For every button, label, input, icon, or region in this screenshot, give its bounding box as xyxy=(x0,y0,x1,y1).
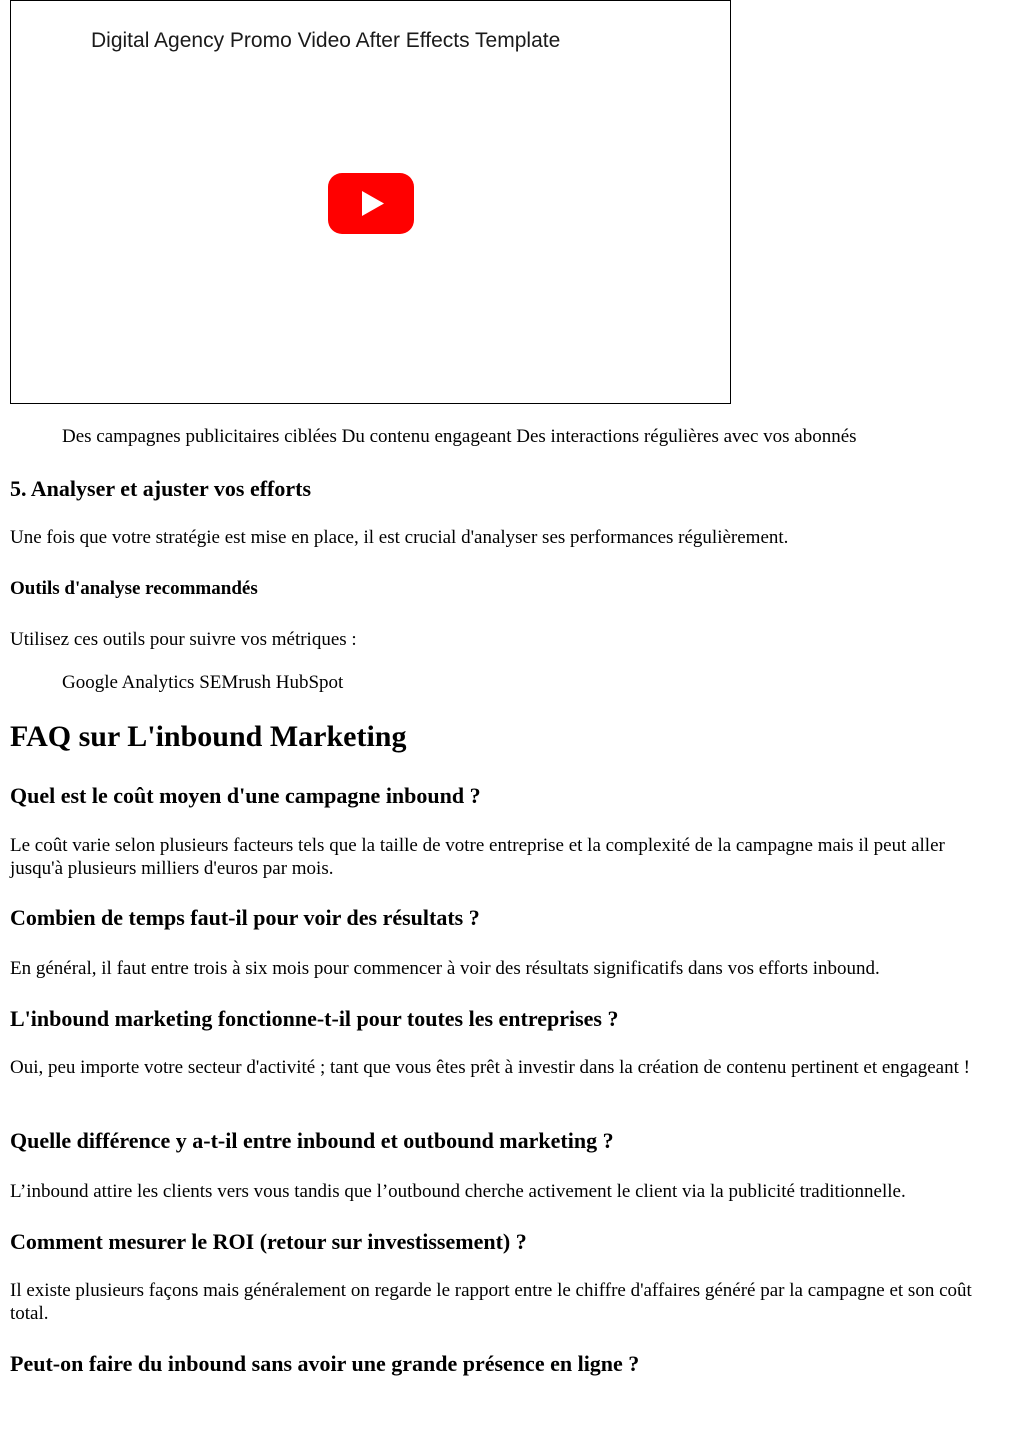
tools-list: Google Analytics SEMrush HubSpot xyxy=(62,672,344,693)
faq-answer: Le coût varie selon plusieurs facteurs tels que la taille de votre entreprise et la complexité de la campagne mais il peut aller jusqu'à plusieurs milliers d'euros par mois. xyxy=(10,835,945,879)
tools-intro: Utilisez ces outils pour suivre vos métriques : xyxy=(10,629,357,650)
faq-question: Combien de temps faut-il pour voir des résultats ? xyxy=(10,905,480,930)
section-intro: Une fois que votre stratégie est mise en place, il est crucial d'analyser ses performances régulièrement. xyxy=(10,527,789,548)
section-heading: 5. Analyser et ajuster vos efforts xyxy=(10,476,312,501)
play-icon xyxy=(328,173,414,234)
play-button[interactable] xyxy=(328,173,414,234)
faq-question: Peut-on faire du inbound sans avoir une grande présence en ligne ? xyxy=(10,1351,640,1376)
faq-answer: Oui, peu importe votre secteur d'activité ; tant que vous êtes prêt à investir dans la création de contenu pertinent et engageant ! xyxy=(10,1057,970,1078)
faq-question: Comment mesurer le ROI (retour sur investissement) ? xyxy=(10,1229,527,1254)
faq-question: L'inbound marketing fonctionne-t-il pour toutes les entreprises ? xyxy=(10,1006,619,1031)
video-embed[interactable] xyxy=(10,0,731,404)
tools-heading: Outils d'analyse recommandés xyxy=(10,578,258,599)
faq-heading: FAQ sur L'inbound Marketing xyxy=(10,720,407,753)
faq-answer: L’inbound attire les clients vers vous tandis que l’outbound cherche activement le client via la publicité traditionnelle. xyxy=(10,1181,906,1202)
faq-answer: Il existe plusieurs façons mais généralement on regarde le rapport entre le chiffre d'affaires généré par la campagne et son coût total. xyxy=(10,1280,972,1324)
social-list: Des campagnes publicitaires ciblées Du contenu engageant Des interactions régulières avec vos abonnés xyxy=(62,426,857,447)
faq-question: Quelle différence y a-t-il entre inbound et outbound marketing ? xyxy=(10,1128,614,1153)
faq-question: Quel est le coût moyen d'une campagne inbound ? xyxy=(10,783,481,808)
video-title[interactable]: Digital Agency Promo Video After Effects Template xyxy=(91,29,561,52)
faq-answer: En général, il faut entre trois à six mois pour commencer à voir des résultats significatifs dans vos efforts inbound. xyxy=(10,958,880,979)
